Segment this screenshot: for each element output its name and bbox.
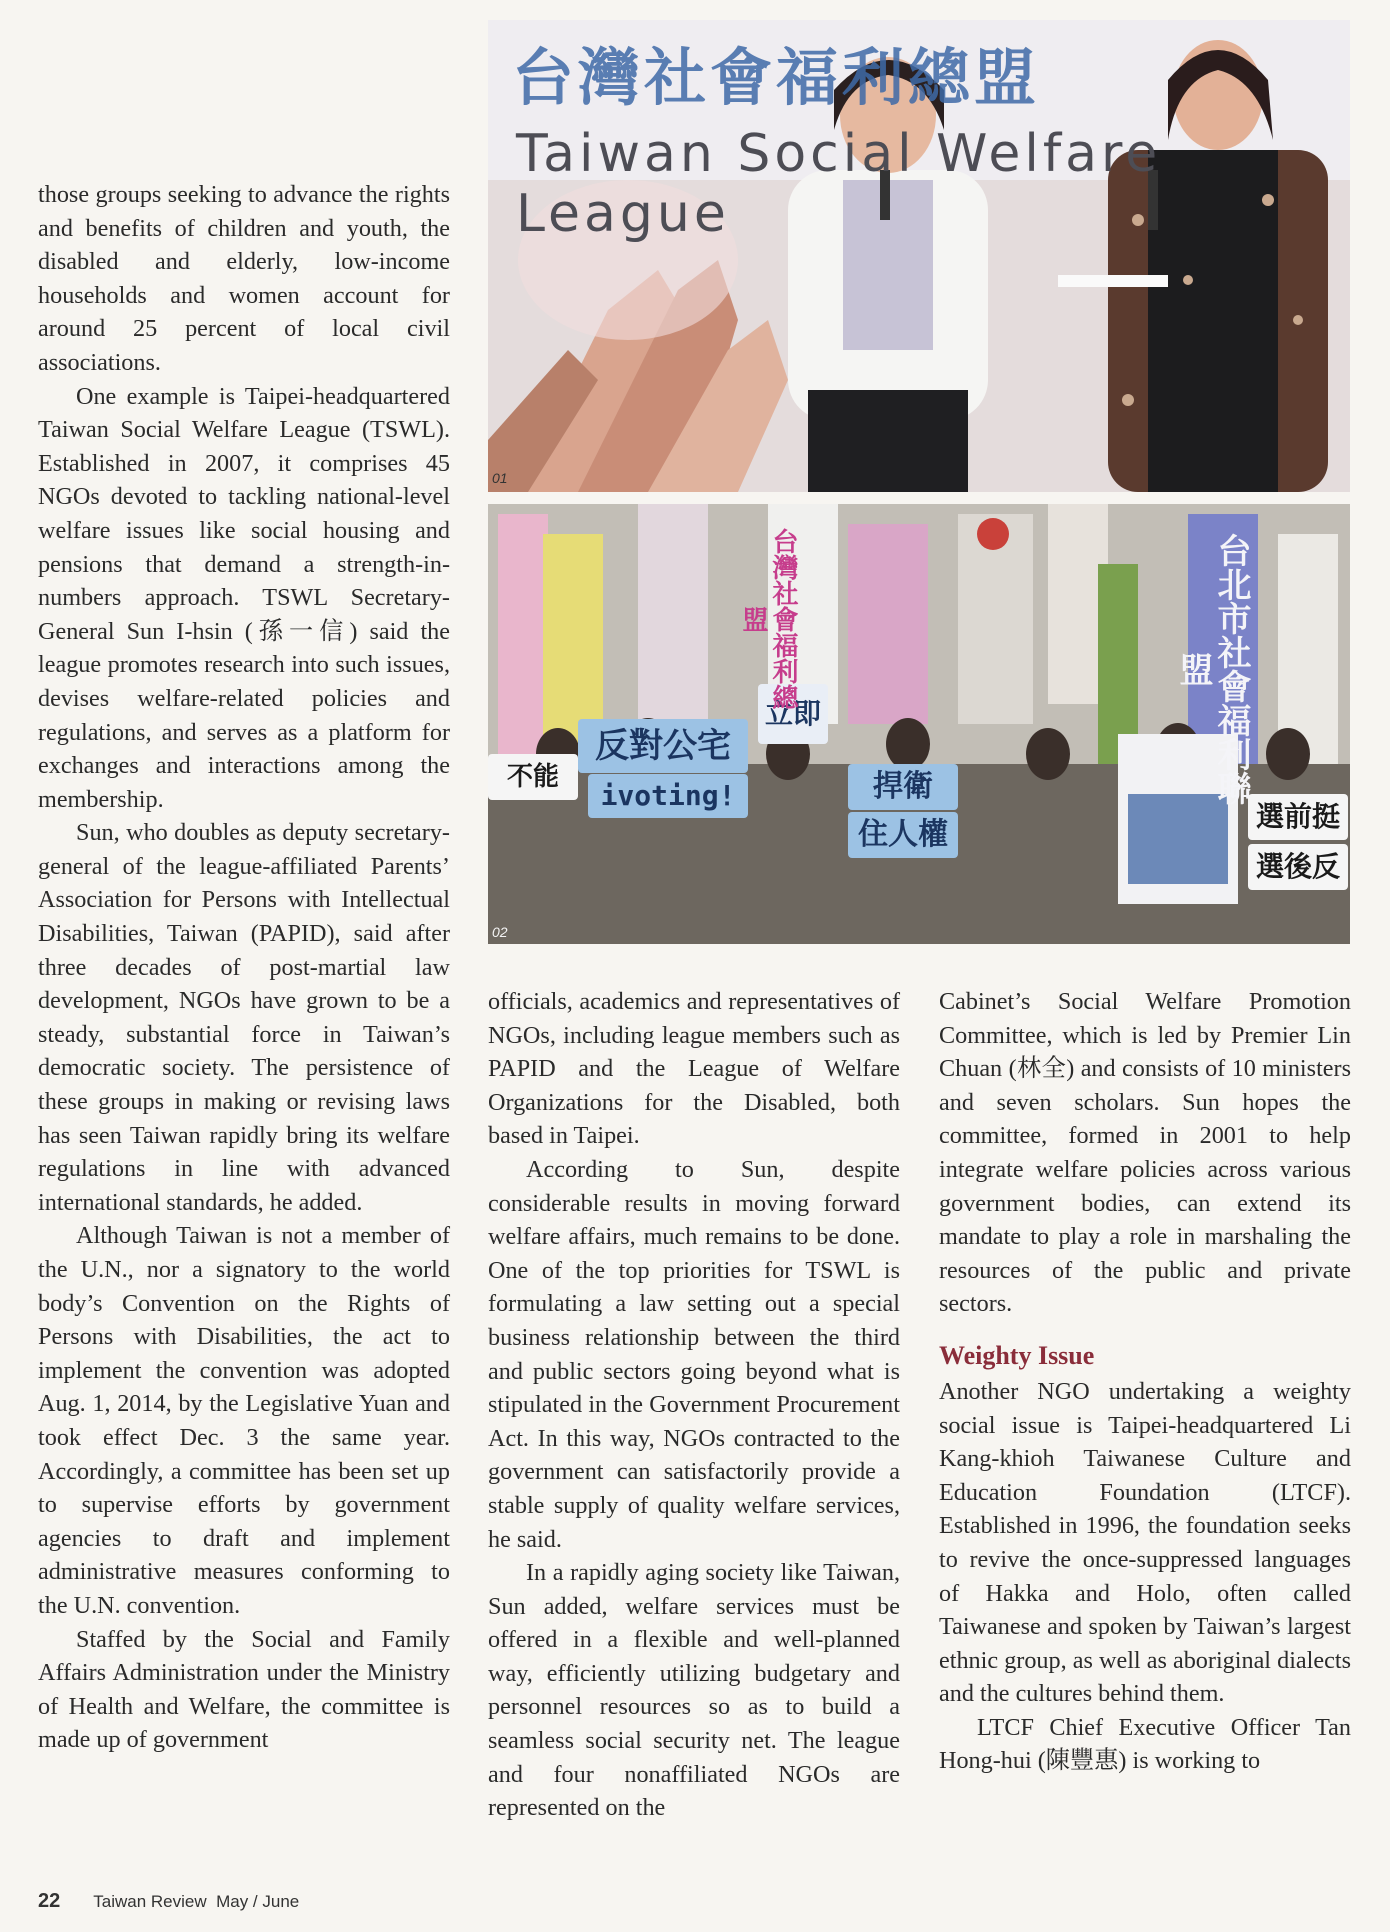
paragraph: officials, academics and representatives of NGOs, including league members such as PAPID and the League of Welfare Organizations for the Disabled, both based in Taipei. <box>488 988 900 1150</box>
article-column-2 <box>488 985 900 1825</box>
protest-flag: 台灣社會福利總盟 <box>738 528 798 710</box>
paragraph: Sun, who doubles as deputy secretary-general of the league-affiliated Parents’ Association for Persons with Intellectual Disabilities, Taiwan (PAPID), said after three decades of post-martial law development, NGOs have grown to be a steady, substantial force in Taiwan’s democratic society. The persistence of these groups in making or revising laws has seen Taiwan rapidly bring its welfare regulations in line with advanced international standards, he added. <box>38 819 450 1216</box>
section-subhead: Weighty Issue <box>939 1340 1095 1370</box>
photo-number-1: 01 <box>492 470 508 486</box>
protest-sign: 捍衛 <box>848 764 958 810</box>
protest-sign: 反對公宅 <box>578 719 748 773</box>
protest-sign: ivoting! <box>588 774 748 818</box>
protest-flag: 台北市社會福利聯盟 <box>1173 533 1251 805</box>
photo-speakers <box>488 20 1350 492</box>
paragraph: According to Sun, despite considerable results in moving forward welfare affairs, much remains to be done. One of the top priorities for TSWL is formulating a law setting out a special business relationship between the third and public sectors going beyond what is stipulated in the Government Procurement Act. In this way, NGOs contracted to the government can satisfactorily provide a stable supply of quality welfare services, he said. <box>488 1155 900 1553</box>
photo-protest <box>488 504 1350 944</box>
paragraph: One example is Taipei-headquartered Taiwan Social Welfare League (TSWL). Established in 2007, it comprises 45 NGOs devoted to tackling national-level welfare issues like social housing and pensions that demand a strength-in-numbers approach. TSWL Secretary-General Sun I-hsin (孫一信) said the league promotes research into such issues, devises welfare-related policies and regulations, and serves as a platform for exchanges and interactions among the membership. <box>38 382 450 813</box>
protest-sign: 不能 <box>488 754 578 800</box>
paragraph: In a rapidly aging society like Taiwan, Sun added, welfare services must be offered in a flexible and well-planned way, efficiently utilizing budgetary and personnel resources so as to build a seamless social security net. The league and four nonaffiliated NGOs are represented on the <box>488 1559 900 1822</box>
protest-sign: 住人權 <box>848 812 958 858</box>
banner-title-english: Taiwan Social Welfare League <box>516 124 1162 244</box>
paragraph: Cabinet’s Social Welfare Promotion Committee, which is led by Premier Lin Chuan (林全) and consists of 10 ministers and seven scholars. Sun hopes the committee, formed in 2001 to help integrate welfare policies across various government bodies, can extend its mandate to play a role in marshaling the resources of the public and private sectors. <box>939 988 1351 1318</box>
page-footer <box>38 1890 299 1913</box>
photo-number-2: 02 <box>492 924 508 940</box>
page-number: 22 <box>38 1890 61 1912</box>
paragraph: those groups seeking to advance the rights and benefits of children and youth, the disabled and elderly, low-income households and women account for around 25 percent of local civil associations. <box>38 181 450 376</box>
paragraph: Staffed by the Social and Family Affairs Administration under the Ministry of Health and Welfare, the committee is made up of government <box>38 1625 450 1754</box>
article-column-3 <box>939 985 1351 1778</box>
paragraph: Although Taiwan is not a member of the U.N., nor a signatory to the world body’s Convention on the Rights of Persons with Disabilities, the act to implement the convention was adopted Aug. 1, 2014, by the Legislative Yuan and took effect Dec. 3 the same year. Accordingly, a committee has been set up to supervise efforts by government agencies to draft and implement administrative measures conforming to the U.N. convention. <box>38 1222 450 1619</box>
paragraph: Another NGO undertaking a weighty social issue is Taipei-headquartered Li Kang-khioh Taiwanese Culture and Education Foundation (LTCF). Established in 1996, the foundation seeks to revive the once-suppressed languages of Hakka and Holo, often called Taiwanese and spoken by Taiwan’s largest ethnic group, as well as aboriginal dialects and the cultures behind them. <box>939 1377 1351 1708</box>
protest-sign: 選後反 <box>1248 844 1348 890</box>
publication-name: Taiwan Review May / June <box>93 1892 300 1911</box>
protest-sign: 選前挺 <box>1248 794 1348 840</box>
article-column-1 <box>38 178 450 1757</box>
protest-sign: 立即 <box>758 684 828 744</box>
banner-title-chinese: 台灣社會福利總盟 <box>512 41 1041 114</box>
paragraph: LTCF Chief Executive Officer Tan Hong-hui (陳豐惠) is working to <box>939 1713 1351 1775</box>
